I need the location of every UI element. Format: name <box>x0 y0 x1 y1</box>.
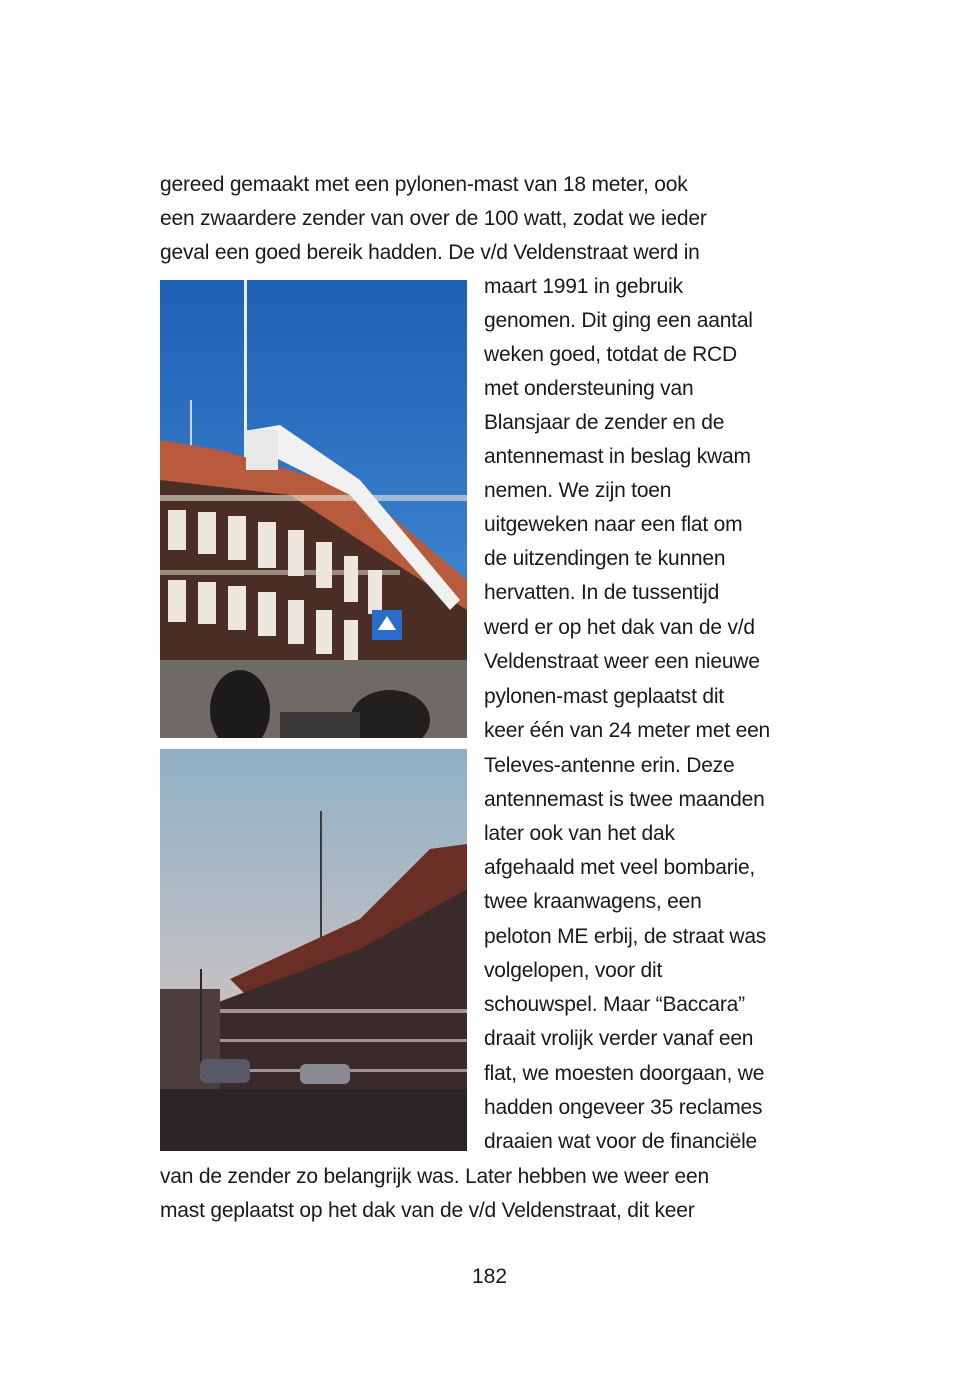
photo-building-crane <box>160 280 467 738</box>
body-text-line: nemen. We zijn toen <box>484 479 672 502</box>
body-text-line: twee kraanwagens, een <box>484 890 702 913</box>
body-text-line: maart 1991 in gebruik <box>484 275 683 298</box>
body-text-line: hadden ongeveer 35 reclames <box>484 1096 763 1119</box>
body-text-line: draaien wat voor de financiële <box>484 1130 758 1153</box>
body-text-line: met ondersteuning van <box>484 377 694 400</box>
body-text-line: later ook van het dak <box>484 822 675 845</box>
body-text-line: Televes-antenne erin. Deze <box>484 754 735 777</box>
body-text-line: flat, we moesten doorgaan, we <box>484 1062 765 1085</box>
body-text-line: hervatten. In de tussentijd <box>484 581 720 604</box>
body-text-line: keer één van 24 meter met een <box>484 719 771 742</box>
body-text-line: antennemast is twee maanden <box>484 788 765 811</box>
body-text-line: peloton ME erbij, de straat was <box>484 925 767 948</box>
body-text-line: Blansjaar de zender en de <box>484 411 725 434</box>
body-text-line: van de zender zo belangrijk was. Later hebben we weer een <box>160 1165 709 1188</box>
photo-buildings-dusk <box>160 749 467 1151</box>
body-text-line: uitgeweken naar een flat om <box>484 513 743 536</box>
body-text-line: gereed gemaakt met een pylonen-mast van 18 meter, ook <box>160 173 688 196</box>
body-text-line: draait vrolijk verder vanaf een <box>484 1027 754 1050</box>
body-text-line: werd er op het dak van de v/d <box>484 616 755 639</box>
body-text-line: mast geplaatst op het dak van de v/d Veldenstraat, dit keer <box>160 1199 695 1222</box>
body-text-line: een zwaardere zender van over de 100 watt, zodat we ieder <box>160 207 707 230</box>
body-text-line: schouwspel. Maar “Baccara” <box>484 993 745 1016</box>
body-text-line: afgehaald met veel bombarie, <box>484 856 756 879</box>
body-text-line: genomen. Dit ging een aantal <box>484 309 753 332</box>
body-text-line: antennemast in beslag kwam <box>484 445 751 468</box>
body-text-line: volgelopen, voor dit <box>484 959 663 982</box>
body-text-line: geval een goed bereik hadden. De v/d Veldenstraat werd in <box>160 241 700 264</box>
page-number: 182 <box>471 1265 508 1288</box>
body-text-line: weken goed, totdat de RCD <box>484 343 737 366</box>
body-text-line: Veldenstraat weer een nieuwe <box>484 650 760 673</box>
body-text-line: de uitzendingen te kunnen <box>484 547 726 570</box>
body-text-line: pylonen-mast geplaatst dit <box>484 685 724 708</box>
